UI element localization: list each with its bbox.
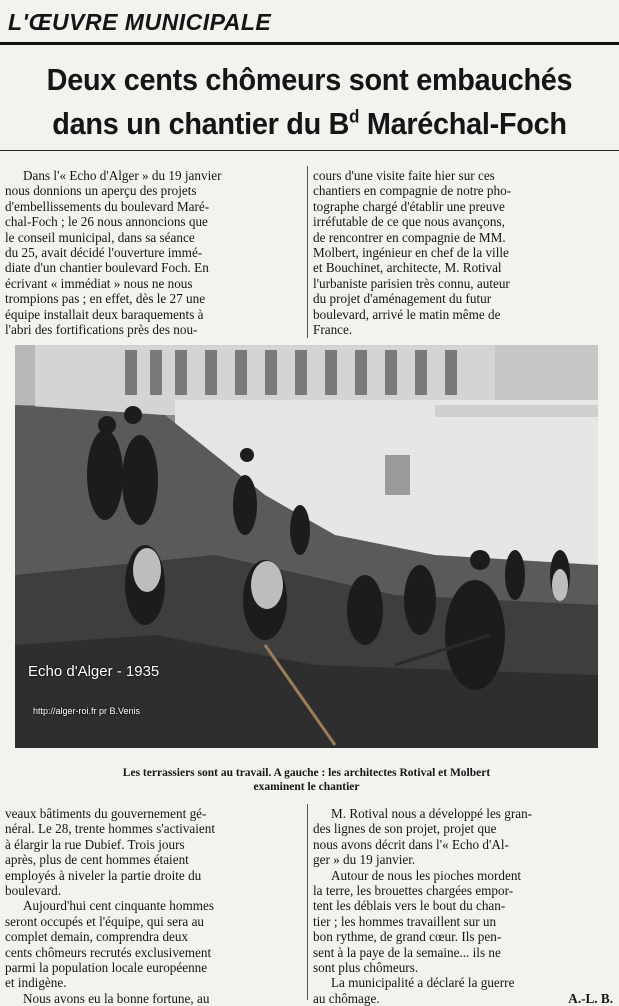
text-line: Nous avons eu la bonne fortune, au (23, 990, 210, 1006)
text-line: le conseil municipal, dans sa séance (5, 229, 195, 245)
text-line: Autour de nous les pioches mordent (331, 867, 522, 883)
text-line: M. Rotival nous a développé les gran- (331, 806, 533, 821)
text-line: boulevard. (5, 883, 62, 899)
photo-watermark-url: http://alger-roi.fr pr B.Venis (33, 706, 141, 716)
column-divider-bottom (307, 804, 308, 1000)
text-line: cours d'une visite faite hier sur ces (313, 168, 495, 183)
text-line: Dans l'« Echo d'Alger » du 19 janvier (23, 168, 222, 183)
headline-rule (0, 150, 619, 151)
text-line: des lignes de son projet, projet que (313, 821, 497, 837)
text-line: trompions pas ; en effet, dès le 27 une (5, 291, 206, 307)
photo-caption (15, 766, 598, 794)
headline-line-2 (22, 102, 598, 146)
text-line: nous donnions un aperçu des projets (5, 183, 197, 199)
text-line: cents chômeurs recrutés exclusivement (5, 944, 212, 960)
article-headline (22, 58, 598, 146)
headline-text-a: dans un chantier du B (52, 106, 350, 141)
text-line: l'abri des fortifications près des nou- (5, 322, 198, 338)
caption-line-2: examinent le chantier (253, 781, 360, 793)
text-line: chal-Foch ; le 26 nous annoncions que (5, 214, 208, 230)
text-line: équipe installait deux baraquements à (5, 306, 204, 322)
text-line: diate d'un chantier boulevard Foch. En (5, 260, 209, 276)
text-line: veaux bâtiments du gouvernement gé- (5, 806, 207, 821)
article-column-1 (5, 168, 303, 337)
text-line: irréfutable de ce que nous avançons, (313, 214, 505, 230)
text-line: nous avons décrit dans l'« Echo d'Al- (313, 836, 509, 852)
text-line: écrivant « immédiat » nous ne nous (5, 275, 193, 291)
text-line: l'urbaniste parisien très connu, auteur (313, 275, 510, 291)
text-line: et indigène. (5, 975, 67, 991)
photo-watermark-title: Echo d'Alger - 1935 (28, 663, 160, 680)
text-line: Molbert, ingénieur en chef de la ville (313, 245, 509, 261)
text-line: d'embellissements du boulevard Maré- (5, 198, 210, 214)
article-column-3 (5, 806, 303, 1006)
article-column-4 (313, 806, 613, 1006)
text-line: sont plus chômeurs. (313, 960, 419, 976)
text-line: chantiers en compagnie de notre pho- (313, 183, 512, 199)
text-line: et Bouchinet, architecte, M. Rotival (313, 260, 502, 276)
text-line: La municipalité a déclaré la guerre (331, 975, 515, 991)
text-line: parmi la population locale européenne (5, 960, 208, 976)
construction-site-photo (15, 345, 598, 748)
section-heading: L'ŒUVRE MUNICIPALE (8, 9, 272, 35)
text-line: du projet d'aménagement du futur (313, 291, 492, 307)
text-line: sent à la paye de la semaine... ils ne (313, 944, 501, 960)
text-line: tier ; les hommes travaillent sur un (313, 913, 497, 929)
text-line: seront occupés et l'équipe, qui sera au (5, 913, 205, 929)
text-line: complet demain, comprendra deux (5, 929, 189, 945)
text-line: de rencontrer en compagnie de MM. (313, 229, 506, 245)
text-line: ger » du 19 janvier. (313, 852, 416, 868)
text-line: tent les déblais vers le bout du chan- (313, 898, 506, 914)
caption-line-1: Les terrassiers sont au travail. A gauche : les architectes Rotival et Molbert (122, 767, 491, 779)
text-line: à élargir la rue Dubief. Trois jours (5, 836, 185, 852)
text-line: Aujourd'hui cent cinquante hommes (23, 898, 214, 914)
author-signature: A.-L. B. (568, 990, 613, 1006)
text-line: la terre, les brouettes chargées empor- (313, 883, 514, 899)
headline-line-1: Deux cents chômeurs sont embauchés (46, 62, 573, 97)
article-column-2 (313, 168, 613, 337)
text-line: après, plus de cent hommes étaient (5, 852, 189, 868)
text-line: du 25, avait décidé l'ouverture immé- (5, 245, 203, 261)
text-line: tographe chargé d'établir une preuve (313, 198, 505, 214)
text-line: France. (313, 322, 353, 338)
text-line: employés à niveler la partie droite du (5, 867, 202, 883)
headline-text-b: Maréchal-Foch (359, 106, 567, 141)
headline-superscript: d (349, 106, 360, 127)
photo-illustration (15, 345, 598, 748)
text-line: boulevard, arrivé le matin même de (313, 306, 501, 322)
column-divider-top (307, 166, 308, 338)
closing-text: au chômage. (313, 990, 380, 1006)
heading-rule (0, 42, 619, 45)
text-line: bon rythme, de grand cœur. Ils pen- (313, 929, 502, 945)
text-line: néral. Le 28, trente hommes s'activaient (5, 821, 216, 837)
